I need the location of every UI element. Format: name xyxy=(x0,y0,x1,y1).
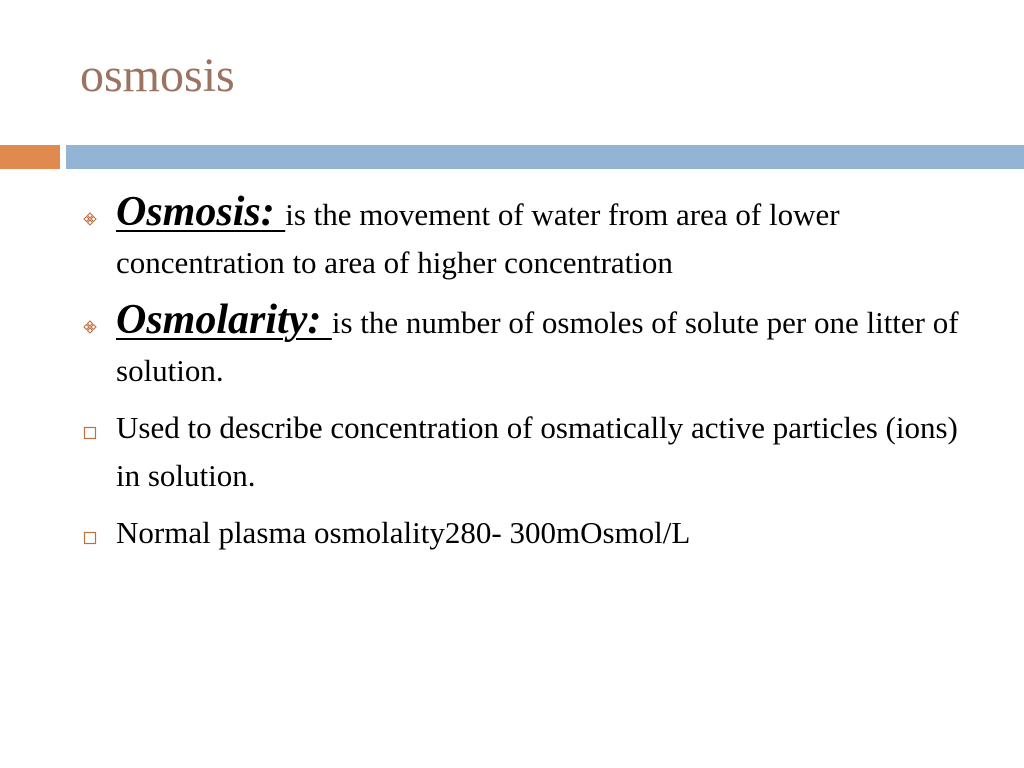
term-osmosis: Osmosis: xyxy=(116,189,286,235)
diamond-bullet-icon xyxy=(80,296,102,344)
square-bullet-icon xyxy=(80,509,102,557)
definition-osmolarity: is the number of osmoles of solute per one litter of solution. xyxy=(116,305,959,388)
definition-osmosis: is the movement of water from area of lower concentration to area of higher concentration xyxy=(116,197,840,280)
bullet-text-plasma-osmolality: Normal plasma osmolality280- 300mOsmol/L xyxy=(116,515,691,550)
bullet-list xyxy=(80,188,980,557)
bullet-item-osmosis xyxy=(80,188,980,287)
term-osmolarity: Osmolarity: xyxy=(116,297,332,343)
diamond-bullet-icon xyxy=(80,188,102,236)
bullet-item-osmolarity xyxy=(80,296,980,395)
bullet-item-plasma-osmolality xyxy=(80,509,980,557)
bullet-item-concentration xyxy=(80,404,980,500)
title-accent-bar-blue xyxy=(66,145,1024,169)
slide-title: osmosis xyxy=(80,49,235,102)
bullet-text-concentration: Used to describe concentration of osmatically active particles (ions) in solution. xyxy=(116,410,958,493)
title-accent-bar-orange xyxy=(0,145,60,169)
square-bullet-icon xyxy=(80,404,102,452)
